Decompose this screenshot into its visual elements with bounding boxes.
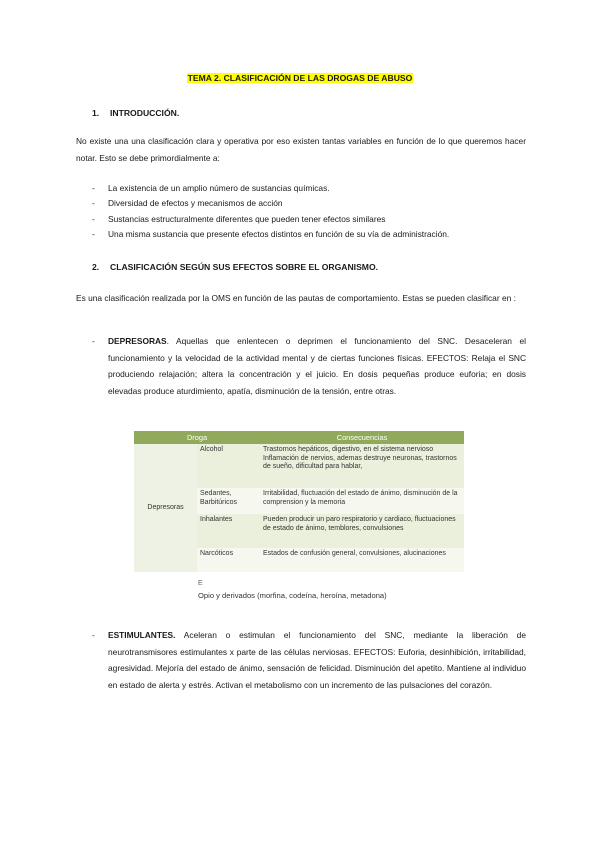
section-heading-introduccion: [92, 108, 179, 118]
table-header-row: [134, 431, 464, 444]
section-number: 1.: [92, 108, 100, 118]
drug-cell: Narcóticos: [197, 548, 260, 572]
oms-paragraph: Es una clasificación realizada por la OMS en función de las pautas de comportamiento. Estas se pueden clasificar en :: [76, 293, 516, 303]
section-heading-clasificacion: [92, 262, 378, 272]
estimulantes-term: ESTIMULANTES.: [108, 630, 176, 640]
list-item: [92, 227, 532, 242]
list-item: [92, 196, 532, 211]
document-title: [0, 73, 600, 83]
table-row: [134, 444, 464, 488]
bullet-dash: -: [92, 630, 95, 640]
estimulantes-description: Aceleran o estimulan el funcionamiento del SNC, mediante la liberación de neurotransmisores estimulantes x parte de las células nerviosas. EFECTOS: Euforia, desinhibición, irritabilidad, agresividad. Mejoría del estado de ánimo, sensación de felicidad. Disminución del apetito. Mantiene al individuo en estado de alerta y estrés. Activan el metabolismo con un incremento de las pulsaciones del corazón.: [108, 630, 526, 690]
consequences-cell: Pueden producir un paro respiratorio y cardiaco, fluctuaciones de estado de ánimo, temblores, convulsiones: [260, 514, 464, 548]
bullet-text: Sustancias estructuralmente diferentes que pueden tener efectos similares: [108, 213, 386, 224]
section-number: 2.: [92, 262, 100, 272]
bullet-dash: -: [92, 183, 95, 193]
drug-cell: Alcohol: [197, 444, 260, 488]
depresoras-text: [108, 333, 526, 399]
bullet-text: Una misma sustancia que presente efectos distintos en función de su vía de administración.: [108, 229, 450, 240]
drug-cell: Inhalantes: [197, 514, 260, 548]
header-droga: Droga: [134, 431, 260, 444]
intro-bullet-list: [92, 181, 532, 243]
bullet-dash: -: [92, 229, 95, 240]
bullet-dash: -: [92, 198, 95, 209]
bullet-text: Diversidad de efectos y mecanismos de acción: [108, 198, 283, 209]
estimulantes-item: [92, 627, 526, 693]
depresoras-term: DEPRESORAS: [108, 336, 167, 346]
bullet-text: La existencia de un amplio número de sustancias químicas.: [108, 183, 330, 193]
category-cell: Depresoras: [134, 444, 197, 572]
consequences-cell: Estados de confusión general, convulsiones, alucinaciones: [260, 548, 464, 572]
depresoras-item: [92, 333, 526, 399]
bullet-dash: -: [92, 213, 95, 224]
list-item: [92, 181, 532, 196]
consequences-cell: Irritabilidad, fluctuación del estado de ánimo, disminución de la comprension y la memoria: [260, 488, 464, 514]
header-consecuencias: Consecuencias: [260, 431, 464, 444]
drug-table: [134, 431, 464, 572]
section-title: INTRODUCCIÓN.: [110, 108, 180, 118]
bullet-dash: -: [92, 336, 95, 346]
consequences-cell: Trastornos hepáticos, digestivo, en el sistema nervioso Inflamación de nervios, ademas destruye neuronas, trastornos de sueño, dificultad para hablar,: [260, 444, 464, 488]
list-item: [92, 212, 532, 227]
document-title-text: TEMA 2. CLASIFICACIÓN DE LAS DROGAS DE ABUSO: [187, 73, 413, 83]
table-extra-line: Opio y derivados (morfina, codeína, heroína, metadona): [198, 591, 387, 600]
drug-cell: Sedantes, Barbitúricos: [197, 488, 260, 514]
section-title: CLASIFICACIÓN SEGÚN SUS EFECTOS SOBRE EL ORGANISMO.: [110, 262, 379, 272]
intro-paragraph: No existe una una clasificación clara y operativa por eso existen tantas variables en función de lo que queremos hacer notar. Esto se debe primordialmente a:: [76, 136, 526, 163]
depresoras-description: . Aquellas que enlentecen o deprimen el funcionamiento del SNC. Desaceleran el funcionamiento y la velocidad de la actividad mental y de ciertas funciones físicas. EFECTOS: Relaja el SNC produciendo relajación; altera la concentración y el juicio. En dosis pequeñas produce euforia; en dosis elevadas produce aturdimiento, apatía, disminución de la tensión, entre otras.: [108, 336, 526, 396]
table-mark: E: [198, 580, 203, 587]
estimulantes-text: [108, 627, 526, 693]
